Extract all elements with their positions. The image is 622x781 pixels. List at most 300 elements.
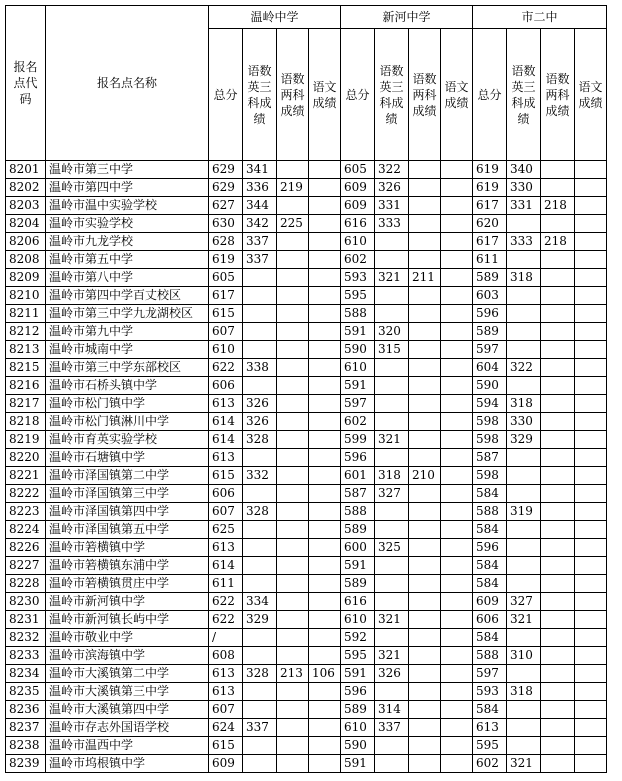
cell-score bbox=[309, 161, 341, 179]
cell-score: 334 bbox=[243, 593, 277, 611]
cell-score bbox=[277, 431, 309, 449]
cell-score bbox=[243, 737, 277, 755]
cell-score: 337 bbox=[243, 719, 277, 737]
cell-name: 温岭市箬横镇东浦中学 bbox=[46, 557, 209, 575]
cell-score: 321 bbox=[507, 755, 541, 773]
cell-score bbox=[277, 719, 309, 737]
cell-score bbox=[309, 197, 341, 215]
cell-score: 584 bbox=[473, 701, 507, 719]
cell-score bbox=[409, 665, 441, 683]
cell-score: 597 bbox=[341, 395, 375, 413]
cell-score: 333 bbox=[375, 215, 409, 233]
cell-score bbox=[243, 287, 277, 305]
cell-score bbox=[375, 413, 409, 431]
cell-score bbox=[277, 305, 309, 323]
cell-score bbox=[575, 233, 607, 251]
cell-score bbox=[541, 251, 575, 269]
cell-score bbox=[575, 179, 607, 197]
cell-score bbox=[441, 269, 473, 287]
cell-score bbox=[277, 629, 309, 647]
cell-score: 608 bbox=[209, 647, 243, 665]
cell-code: 8224 bbox=[6, 521, 46, 539]
table-row bbox=[6, 665, 607, 683]
cell-name: 温岭市泽国镇第五中学 bbox=[46, 521, 209, 539]
cell-code: 8203 bbox=[6, 197, 46, 215]
table-row bbox=[6, 557, 607, 575]
cell-score: 589 bbox=[473, 323, 507, 341]
cell-score: 219 bbox=[277, 179, 309, 197]
cell-score bbox=[309, 377, 341, 395]
cell-score: 330 bbox=[507, 413, 541, 431]
cell-score bbox=[243, 647, 277, 665]
cell-score bbox=[309, 251, 341, 269]
cell-score bbox=[541, 305, 575, 323]
cell-score: 619 bbox=[473, 161, 507, 179]
cell-score bbox=[441, 557, 473, 575]
cell-score: 330 bbox=[507, 179, 541, 197]
cell-score bbox=[409, 629, 441, 647]
cell-name: 温岭市箬横镇中学 bbox=[46, 539, 209, 557]
cell-score: 218 bbox=[541, 233, 575, 251]
cell-score bbox=[409, 557, 441, 575]
cell-score bbox=[507, 305, 541, 323]
cell-score: 598 bbox=[473, 467, 507, 485]
cell-code: 8217 bbox=[6, 395, 46, 413]
cell-score bbox=[309, 287, 341, 305]
cell-score bbox=[441, 197, 473, 215]
cell-score bbox=[409, 503, 441, 521]
cell-name: 温岭市第九中学 bbox=[46, 323, 209, 341]
table-row bbox=[6, 377, 607, 395]
cell-score bbox=[375, 503, 409, 521]
cell-score bbox=[507, 323, 541, 341]
cell-score bbox=[541, 629, 575, 647]
cell-score bbox=[277, 593, 309, 611]
cell-score bbox=[541, 647, 575, 665]
header-two-subjects: 语数两科成绩 bbox=[277, 29, 309, 161]
cell-score bbox=[409, 179, 441, 197]
table-row bbox=[6, 215, 607, 233]
table-row bbox=[6, 287, 607, 305]
cell-score bbox=[507, 215, 541, 233]
cell-score bbox=[243, 269, 277, 287]
cell-score bbox=[441, 359, 473, 377]
cell-code: 8235 bbox=[6, 683, 46, 701]
cell-code: 8206 bbox=[6, 233, 46, 251]
cell-score bbox=[409, 287, 441, 305]
cell-score bbox=[541, 269, 575, 287]
cell-score: 610 bbox=[341, 611, 375, 629]
cell-score bbox=[277, 539, 309, 557]
cell-score bbox=[277, 683, 309, 701]
cell-score: 327 bbox=[375, 485, 409, 503]
cell-score: 593 bbox=[341, 269, 375, 287]
cell-score bbox=[441, 341, 473, 359]
cell-score: 613 bbox=[209, 395, 243, 413]
cell-score: 589 bbox=[473, 269, 507, 287]
cell-score: 606 bbox=[209, 485, 243, 503]
cell-score bbox=[441, 449, 473, 467]
cell-name: 温岭市大溪镇第三中学 bbox=[46, 683, 209, 701]
cell-name: 温岭市实验学校 bbox=[46, 215, 209, 233]
cell-score bbox=[277, 449, 309, 467]
table-row bbox=[6, 341, 607, 359]
cell-score: 619 bbox=[473, 179, 507, 197]
score-sheet bbox=[5, 5, 607, 773]
cell-score: 592 bbox=[341, 629, 375, 647]
cell-score bbox=[541, 413, 575, 431]
cell-score bbox=[409, 161, 441, 179]
cell-score: 210 bbox=[409, 467, 441, 485]
table-row bbox=[6, 251, 607, 269]
cell-score: 607 bbox=[209, 503, 243, 521]
cell-score bbox=[277, 485, 309, 503]
cell-score bbox=[507, 539, 541, 557]
table-row bbox=[6, 413, 607, 431]
cell-score bbox=[309, 575, 341, 593]
cell-score: 619 bbox=[209, 251, 243, 269]
cell-score: 629 bbox=[209, 179, 243, 197]
cell-score bbox=[541, 161, 575, 179]
cell-score: 589 bbox=[341, 575, 375, 593]
cell-name: 温岭市滨海镇中学 bbox=[46, 647, 209, 665]
cell-score: 589 bbox=[341, 701, 375, 719]
cell-score: 625 bbox=[209, 521, 243, 539]
cell-score: 600 bbox=[341, 539, 375, 557]
cell-score bbox=[277, 251, 309, 269]
cell-score bbox=[541, 755, 575, 773]
cell-name: 温岭市第四中学百丈校区 bbox=[46, 287, 209, 305]
cell-score: 615 bbox=[209, 737, 243, 755]
cell-score bbox=[409, 359, 441, 377]
cell-score bbox=[309, 755, 341, 773]
cell-score bbox=[277, 611, 309, 629]
cell-score bbox=[277, 521, 309, 539]
cell-score: 325 bbox=[375, 539, 409, 557]
cell-score: 609 bbox=[473, 593, 507, 611]
cell-score: 627 bbox=[209, 197, 243, 215]
cell-code: 8232 bbox=[6, 629, 46, 647]
cell-score bbox=[441, 755, 473, 773]
cell-score bbox=[409, 233, 441, 251]
cell-score bbox=[409, 485, 441, 503]
cell-score: 588 bbox=[341, 305, 375, 323]
cell-name: 温岭市坞根镇中学 bbox=[46, 755, 209, 773]
cell-score bbox=[575, 593, 607, 611]
cell-score: 590 bbox=[341, 737, 375, 755]
cell-score bbox=[277, 503, 309, 521]
cell-score: 609 bbox=[341, 197, 375, 215]
cell-score: 326 bbox=[243, 413, 277, 431]
cell-score bbox=[507, 629, 541, 647]
cell-score bbox=[541, 449, 575, 467]
cell-score bbox=[441, 665, 473, 683]
cell-score bbox=[541, 377, 575, 395]
cell-score: 610 bbox=[341, 233, 375, 251]
cell-code: 8218 bbox=[6, 413, 46, 431]
table-row bbox=[6, 359, 607, 377]
cell-score: 588 bbox=[473, 647, 507, 665]
cell-score: 620 bbox=[473, 215, 507, 233]
cell-score: 597 bbox=[473, 341, 507, 359]
cell-score: 629 bbox=[209, 161, 243, 179]
cell-score: 318 bbox=[507, 269, 541, 287]
cell-score bbox=[409, 395, 441, 413]
cell-score bbox=[277, 197, 309, 215]
cell-score bbox=[309, 647, 341, 665]
table-row bbox=[6, 611, 607, 629]
cell-score: 596 bbox=[341, 449, 375, 467]
cell-score bbox=[441, 179, 473, 197]
cell-score bbox=[277, 287, 309, 305]
cell-name: 温岭市松门镇中学 bbox=[46, 395, 209, 413]
cell-score: 310 bbox=[507, 647, 541, 665]
cell-code: 8234 bbox=[6, 665, 46, 683]
cell-score bbox=[541, 719, 575, 737]
header-total: 总分 bbox=[209, 29, 243, 161]
cell-score bbox=[309, 395, 341, 413]
cell-name: 温岭市温中实验学校 bbox=[46, 197, 209, 215]
table-row bbox=[6, 233, 607, 251]
cell-score bbox=[277, 467, 309, 485]
cell-score: 609 bbox=[209, 755, 243, 773]
cell-score bbox=[575, 377, 607, 395]
cell-score bbox=[309, 557, 341, 575]
cell-score: 605 bbox=[341, 161, 375, 179]
cell-score bbox=[541, 593, 575, 611]
cell-score bbox=[541, 539, 575, 557]
cell-score bbox=[409, 593, 441, 611]
cell-score: 596 bbox=[473, 305, 507, 323]
cell-score bbox=[541, 395, 575, 413]
cell-score bbox=[441, 305, 473, 323]
cell-score bbox=[507, 377, 541, 395]
cell-score bbox=[243, 539, 277, 557]
cell-score: 591 bbox=[341, 755, 375, 773]
cell-score: 336 bbox=[243, 179, 277, 197]
table-row bbox=[6, 593, 607, 611]
cell-name: 温岭市泽国镇第二中学 bbox=[46, 467, 209, 485]
cell-score bbox=[441, 215, 473, 233]
cell-score: 591 bbox=[341, 557, 375, 575]
cell-score: 613 bbox=[209, 683, 243, 701]
cell-score: 591 bbox=[341, 323, 375, 341]
cell-score bbox=[277, 323, 309, 341]
header-code: 报名点代码 bbox=[6, 6, 46, 161]
cell-score: 598 bbox=[473, 431, 507, 449]
cell-score bbox=[309, 269, 341, 287]
cell-score: 622 bbox=[209, 611, 243, 629]
cell-score: 605 bbox=[209, 269, 243, 287]
cell-score: 595 bbox=[341, 647, 375, 665]
cell-score: 611 bbox=[209, 575, 243, 593]
cell-score: 318 bbox=[507, 395, 541, 413]
cell-score bbox=[575, 755, 607, 773]
table-row bbox=[6, 449, 607, 467]
cell-score: 599 bbox=[341, 431, 375, 449]
table-row bbox=[6, 575, 607, 593]
cell-score: 327 bbox=[507, 593, 541, 611]
table-body bbox=[6, 161, 607, 773]
cell-score bbox=[277, 377, 309, 395]
table-row bbox=[6, 323, 607, 341]
cell-score: 338 bbox=[243, 359, 277, 377]
cell-score bbox=[575, 683, 607, 701]
cell-score bbox=[309, 593, 341, 611]
cell-score bbox=[243, 449, 277, 467]
header-chinese: 语文成绩 bbox=[441, 29, 473, 161]
header-name: 报名点名称 bbox=[46, 6, 209, 161]
cell-score: 211 bbox=[409, 269, 441, 287]
cell-score: 333 bbox=[507, 233, 541, 251]
cell-score bbox=[575, 215, 607, 233]
cell-score: 630 bbox=[209, 215, 243, 233]
cell-score: 584 bbox=[473, 521, 507, 539]
cell-score bbox=[507, 521, 541, 539]
cell-score bbox=[309, 323, 341, 341]
cell-score bbox=[575, 737, 607, 755]
cell-code: 8237 bbox=[6, 719, 46, 737]
cell-score bbox=[243, 521, 277, 539]
cell-score bbox=[243, 701, 277, 719]
table-row bbox=[6, 755, 607, 773]
cell-score: 602 bbox=[341, 251, 375, 269]
cell-score bbox=[575, 449, 607, 467]
cell-score bbox=[309, 719, 341, 737]
cell-score bbox=[541, 485, 575, 503]
cell-score: 614 bbox=[209, 557, 243, 575]
cell-score bbox=[441, 467, 473, 485]
cell-code: 8233 bbox=[6, 647, 46, 665]
cell-score bbox=[375, 359, 409, 377]
cell-score: 587 bbox=[341, 485, 375, 503]
cell-score bbox=[575, 197, 607, 215]
cell-score: 331 bbox=[375, 197, 409, 215]
cell-score: 340 bbox=[507, 161, 541, 179]
cell-score: 326 bbox=[375, 665, 409, 683]
cell-score bbox=[375, 683, 409, 701]
cell-score: 331 bbox=[507, 197, 541, 215]
cell-name: 温岭市泽国镇第四中学 bbox=[46, 503, 209, 521]
cell-score: 617 bbox=[473, 233, 507, 251]
cell-code: 8208 bbox=[6, 251, 46, 269]
cell-score bbox=[441, 521, 473, 539]
cell-score bbox=[507, 701, 541, 719]
table-row bbox=[6, 647, 607, 665]
cell-score bbox=[441, 233, 473, 251]
cell-score bbox=[575, 557, 607, 575]
cell-score bbox=[441, 683, 473, 701]
cell-score bbox=[409, 575, 441, 593]
cell-name: 温岭市第三中学东部校区 bbox=[46, 359, 209, 377]
cell-score bbox=[409, 215, 441, 233]
cell-score: 607 bbox=[209, 701, 243, 719]
cell-score bbox=[309, 737, 341, 755]
cell-score: 616 bbox=[341, 593, 375, 611]
cell-score bbox=[575, 521, 607, 539]
cell-name: 温岭市第四中学 bbox=[46, 179, 209, 197]
cell-code: 8219 bbox=[6, 431, 46, 449]
cell-score bbox=[409, 251, 441, 269]
cell-score: 602 bbox=[473, 755, 507, 773]
cell-score bbox=[575, 701, 607, 719]
cell-score: 594 bbox=[473, 395, 507, 413]
cell-score bbox=[375, 755, 409, 773]
cell-score bbox=[575, 323, 607, 341]
cell-score: 596 bbox=[473, 539, 507, 557]
cell-score: 315 bbox=[375, 341, 409, 359]
cell-score bbox=[541, 431, 575, 449]
cell-score: 320 bbox=[375, 323, 409, 341]
header-school-2: 新河中学 bbox=[341, 6, 473, 29]
table-row bbox=[6, 161, 607, 179]
cell-score: 595 bbox=[473, 737, 507, 755]
cell-score bbox=[309, 521, 341, 539]
cell-score bbox=[507, 287, 541, 305]
cell-code: 8201 bbox=[6, 161, 46, 179]
cell-score: 321 bbox=[375, 431, 409, 449]
cell-score bbox=[575, 647, 607, 665]
cell-score: 617 bbox=[473, 197, 507, 215]
cell-score: 332 bbox=[243, 467, 277, 485]
cell-score bbox=[507, 665, 541, 683]
cell-name: 温岭市石桥头镇中学 bbox=[46, 377, 209, 395]
cell-code: 8239 bbox=[6, 755, 46, 773]
cell-score: 589 bbox=[341, 521, 375, 539]
cell-code: 8209 bbox=[6, 269, 46, 287]
header-total: 总分 bbox=[341, 29, 375, 161]
cell-score bbox=[507, 251, 541, 269]
cell-score bbox=[575, 431, 607, 449]
cell-score: 624 bbox=[209, 719, 243, 737]
cell-score bbox=[441, 413, 473, 431]
cell-score: 613 bbox=[209, 539, 243, 557]
cell-score bbox=[277, 557, 309, 575]
cell-code: 8227 bbox=[6, 557, 46, 575]
cell-score: 319 bbox=[507, 503, 541, 521]
cell-score: 610 bbox=[209, 341, 243, 359]
cell-score bbox=[541, 521, 575, 539]
cell-score bbox=[309, 413, 341, 431]
cell-score bbox=[541, 323, 575, 341]
cell-score: 615 bbox=[209, 467, 243, 485]
cell-score: 614 bbox=[209, 431, 243, 449]
cell-score bbox=[441, 395, 473, 413]
cell-score bbox=[309, 215, 341, 233]
cell-score: 584 bbox=[473, 575, 507, 593]
cell-score bbox=[441, 611, 473, 629]
cell-score bbox=[309, 539, 341, 557]
cell-score: 106 bbox=[309, 665, 341, 683]
cell-score: 616 bbox=[341, 215, 375, 233]
cell-score bbox=[575, 467, 607, 485]
cell-name: 温岭市石塘镇中学 bbox=[46, 449, 209, 467]
cell-score: 314 bbox=[375, 701, 409, 719]
cell-name: 温岭市松门镇淋川中学 bbox=[46, 413, 209, 431]
cell-score bbox=[375, 251, 409, 269]
cell-score bbox=[309, 359, 341, 377]
cell-score bbox=[277, 161, 309, 179]
cell-score bbox=[243, 755, 277, 773]
cell-code: 8204 bbox=[6, 215, 46, 233]
cell-score bbox=[441, 377, 473, 395]
cell-name: 温岭市箬横镇贯庄中学 bbox=[46, 575, 209, 593]
cell-score bbox=[309, 485, 341, 503]
cell-score: 337 bbox=[243, 233, 277, 251]
cell-score bbox=[575, 161, 607, 179]
cell-name: 温岭市新河镇中学 bbox=[46, 593, 209, 611]
cell-name: 温岭市九龙学校 bbox=[46, 233, 209, 251]
